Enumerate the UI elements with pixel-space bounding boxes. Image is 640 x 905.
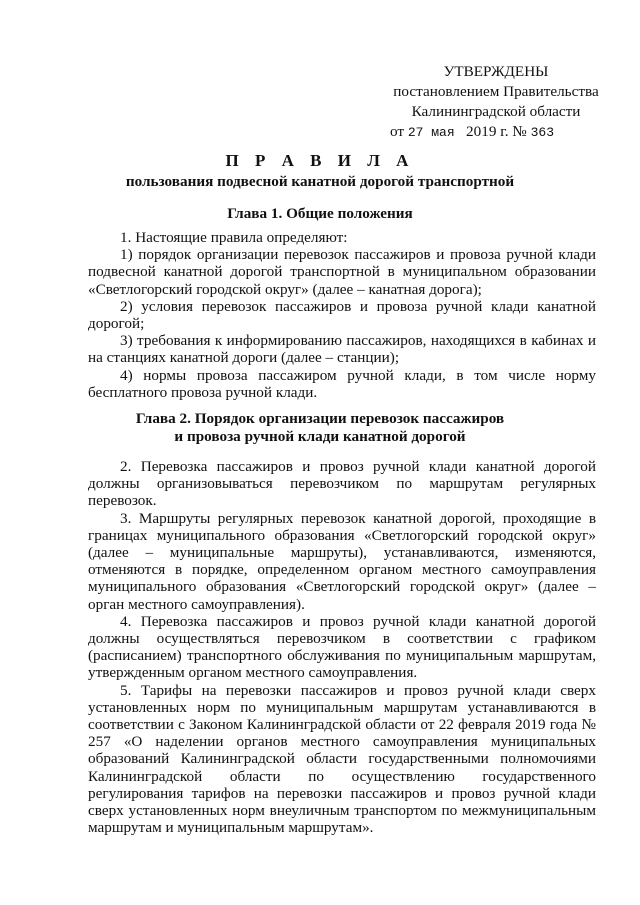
chapter-2-body <box>88 458 596 836</box>
approval-stamp <box>386 62 606 143</box>
title-subtitle: пользования подвесной канатной дорогой транспортной <box>125 173 515 190</box>
paragraph: 3. Маршруты регулярных перевозок канатной дорогой, проходящие в границах муниципального образования «Светлогорский городской округ» (далее – муниципальные маршруты), устанавливаются, изменяются, отменяются в порядке, определенном органом местного самоуправления муниципального образования «Светлогорский городской округ» (далее – орган местного самоуправления). <box>88 509 596 613</box>
chapter-1-body <box>88 229 596 401</box>
paragraph: 2) условия перевозок пассажиров и провоза ручной клади канатной дорогой; <box>88 297 596 333</box>
chapter-2-heading <box>0 410 640 446</box>
paragraph: 1. Настоящие правила определяют: <box>120 229 348 246</box>
approval-date-prefix: от <box>390 123 405 140</box>
paragraph: 4. Перевозка пассажиров и провоз ручной клади канатной дорогой должны осуществляться перевозчиком в соответствии с графиком (расписанием) транспортного обслуживания по муниципальным маршрутам, утвержденным органом местного самоуправления. <box>88 612 596 682</box>
paragraph: 1) порядок организации перевозок пассажиров и провоза ручной клади подвесной канатной дорогой транспортной в муниципальном образовании «Светлогорский городской округ» (далее – канатная дорога); <box>88 246 596 298</box>
chapter-2-heading-line2: и провоза ручной клади канатной дорогой <box>174 428 466 445</box>
chapter-2-heading-line1: Глава 2. Порядок организации перевозок пассажиров <box>135 410 505 427</box>
approval-line-resolution: постановлением Правительства <box>393 83 599 100</box>
approval-day-month: 27 мая <box>407 125 455 140</box>
approval-dateline <box>386 122 606 143</box>
paragraph: 5. Тарифы на перевозки пассажиров и провоз ручной клади сверх установленных норм по муниципальным маршрутам устанавливаются в соответствии с Законом Калининградской области от 22 февраля 2019 года № 257 «О наделении органов местного самоуправления муниципальных образований Калининградской области государственными полномочиями Калининградской области по осуществлению государственного регулирования тарифов на перевозки пассажиров и провоз ручной клади сверх установленных норм внеуличным транспортом по межмуниципальным маршрутам и муниципальным маршрутам». <box>88 681 596 837</box>
chapter-1-heading: Глава 1. Общие положения <box>227 205 413 222</box>
paragraph: 2. Перевозка пассажиров и провоз ручной клади канатной дорогой должны организовываться перевозчиком по маршрутам регулярных перевозок. <box>88 458 596 510</box>
approval-heading: УТВЕРЖДЕНЫ <box>443 63 549 80</box>
paragraph: 4) нормы провоза пассажиром ручной клади, в том числе норму бесплатного провоза ручной клади. <box>88 366 596 401</box>
approval-year: 2019 г. № <box>466 123 527 140</box>
title-main: П Р А В И Л А <box>225 151 415 170</box>
approval-number: 363 <box>530 125 555 140</box>
paragraph: 3) требования к информированию пассажиров, находящихся в кабинах и на станциях канатной дороги (далее – станции); <box>88 332 596 367</box>
approval-line-region: Калининградской области <box>411 103 581 120</box>
document-title <box>0 150 640 192</box>
